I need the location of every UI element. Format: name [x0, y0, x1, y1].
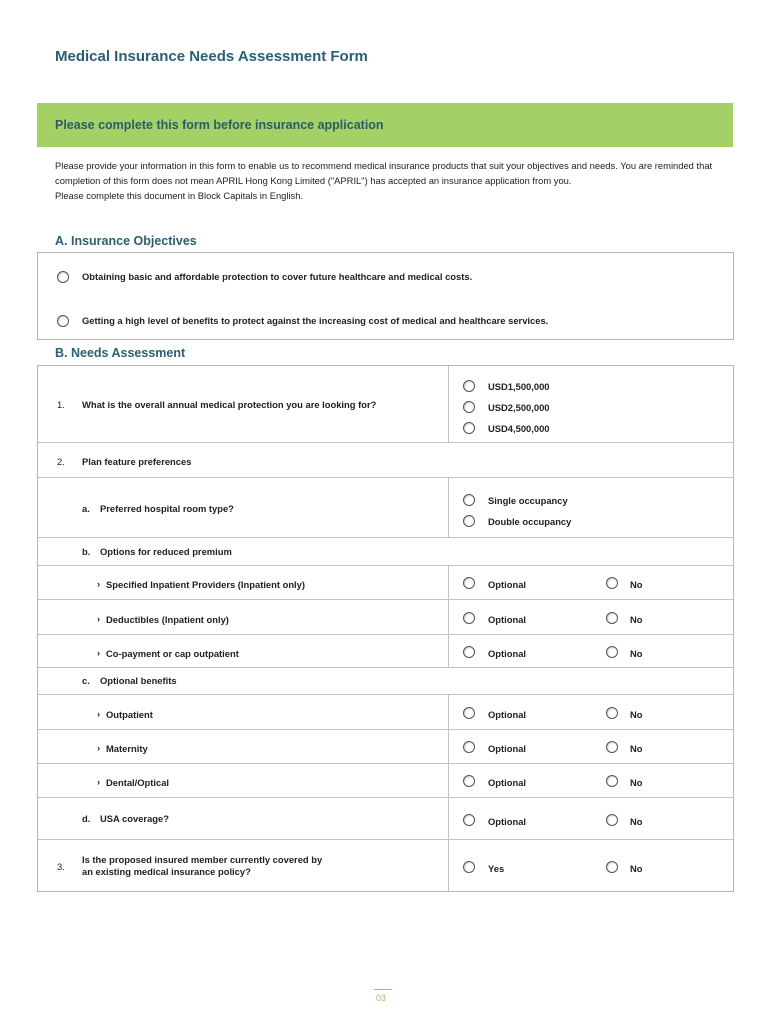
premium-1-optional-label: Optional [488, 579, 527, 590]
section-a-title: A. Insurance Objectives [55, 234, 197, 248]
question-2c-label: c. [82, 675, 90, 686]
question-3-text-line-1: Is the proposed insured member currently covered by [82, 854, 323, 865]
question-3-text-line-2: an existing medical insurance policy? [82, 866, 251, 877]
instruction-banner [37, 103, 733, 147]
banner-text: Please complete this form before insurance application [55, 118, 384, 132]
page-number: 03 [376, 993, 387, 1003]
premium-3-optional-label: Optional [488, 648, 527, 659]
protection-radio-1[interactable] [463, 380, 475, 392]
benefit-2-no-radio[interactable] [606, 741, 618, 753]
premium-1-optional-radio[interactable] [463, 577, 475, 589]
premium-3-no-label: No [630, 648, 643, 659]
question-2a-label: a. [82, 503, 90, 514]
benefit-1-no-label: No [630, 709, 643, 720]
row-divider [38, 839, 733, 840]
question-2a-text: Preferred hospital room type? [100, 503, 234, 514]
objective-radio-2[interactable] [57, 315, 69, 327]
row-divider [38, 599, 733, 600]
intro-paragraph-2: Please complete this document in Block Capitals in English. [55, 190, 304, 201]
question-1-text: What is the overall annual medical protection you are looking for? [82, 399, 377, 410]
question-2b-label: b. [82, 546, 91, 557]
bullet-icon: › [97, 647, 101, 658]
benefit-option-label-1: Outpatient [106, 709, 153, 720]
premium-2-no-radio[interactable] [606, 612, 618, 624]
premium-2-no-label: No [630, 614, 643, 625]
objective-option-1: Obtaining basic and affordable protection to cover future healthcare and medical costs. [82, 271, 473, 282]
objective-radio-1[interactable] [57, 271, 69, 283]
benefit-2-optional-radio[interactable] [463, 741, 475, 753]
row-divider [38, 729, 733, 730]
existing-policy-yes-radio[interactable] [463, 861, 475, 873]
protection-option-1: USD1,500,000 [488, 381, 550, 392]
question-2d-label: d. [82, 813, 91, 824]
benefit-1-optional-radio[interactable] [463, 707, 475, 719]
premium-option-label-3: Co-payment or cap outpatient [106, 648, 239, 659]
question-1-number: 1. [57, 399, 65, 410]
protection-option-3: USD4,500,000 [488, 423, 550, 434]
room-radio-double[interactable] [463, 515, 475, 527]
column-divider [448, 366, 449, 442]
bullet-icon: › [97, 708, 101, 719]
bullet-icon: › [97, 776, 101, 787]
premium-3-no-radio[interactable] [606, 646, 618, 658]
row-divider [38, 477, 733, 478]
premium-2-optional-label: Optional [488, 614, 527, 625]
question-2d-text: USA coverage? [100, 813, 169, 824]
benefit-1-no-radio[interactable] [606, 707, 618, 719]
page-number-rule [374, 989, 392, 990]
question-2-number: 2. [57, 456, 65, 467]
existing-policy-no-label: No [630, 863, 643, 874]
column-divider [448, 477, 449, 537]
room-option-single: Single occupancy [488, 495, 568, 506]
row-divider [38, 763, 733, 764]
protection-radio-3[interactable] [463, 422, 475, 434]
question-2-text: Plan feature preferences [82, 456, 192, 467]
row-divider [38, 565, 733, 566]
protection-radio-2[interactable] [463, 401, 475, 413]
usa-coverage-no-radio[interactable] [606, 814, 618, 826]
benefit-2-no-label: No [630, 743, 643, 754]
premium-1-no-radio[interactable] [606, 577, 618, 589]
usa-coverage-no-label: No [630, 816, 643, 827]
premium-2-optional-radio[interactable] [463, 612, 475, 624]
premium-option-label-1: Specified Inpatient Providers (Inpatient only) [106, 579, 305, 590]
row-divider [38, 537, 733, 538]
premium-option-label-2: Deductibles (Inpatient only) [106, 614, 229, 625]
existing-policy-no-radio[interactable] [606, 861, 618, 873]
column-divider [448, 694, 449, 891]
row-divider [38, 442, 733, 443]
room-option-double: Double occupancy [488, 516, 572, 527]
objective-option-2: Getting a high level of benefits to protect against the increasing cost of medical and healthcare services. [82, 315, 549, 326]
premium-1-no-label: No [630, 579, 643, 590]
benefit-2-optional-label: Optional [488, 743, 527, 754]
column-divider [448, 565, 449, 667]
room-radio-single[interactable] [463, 494, 475, 506]
usa-coverage-optional-label: Optional [488, 816, 527, 827]
existing-policy-yes-label: Yes [488, 863, 505, 874]
usa-coverage-optional-radio[interactable] [463, 814, 475, 826]
benefit-3-optional-label: Optional [488, 777, 527, 788]
question-3-number: 3. [57, 861, 65, 872]
intro-text [55, 159, 725, 204]
section-b-title: B. Needs Assessment [55, 346, 186, 360]
row-divider [38, 694, 733, 695]
row-divider [38, 634, 733, 635]
row-divider [38, 667, 733, 668]
question-2b-text: Options for reduced premium [100, 546, 232, 557]
benefit-option-label-3: Dental/Optical [106, 777, 170, 788]
benefit-3-no-label: No [630, 777, 643, 788]
bullet-icon: › [97, 613, 101, 624]
protection-option-2: USD2,500,000 [488, 402, 550, 413]
section-a-box [37, 252, 734, 340]
intro-paragraph-1: Please provide your information in this form to enable us to recommend medical insurance products that suit your objectives and needs. You are reminded that completion of this form does not mean APRIL Hong Kong Limited ("APRIL") has accepted an insurance application from you. [55, 160, 713, 186]
premium-3-optional-radio[interactable] [463, 646, 475, 658]
row-divider [38, 797, 733, 798]
benefit-1-optional-label: Optional [488, 709, 527, 720]
page-title: Medical Insurance Needs Assessment Form [55, 48, 368, 65]
bullet-icon: › [97, 742, 101, 753]
benefit-option-label-2: Maternity [106, 743, 148, 754]
benefit-3-no-radio[interactable] [606, 775, 618, 787]
bullet-icon: › [97, 578, 101, 589]
question-2c-text: Optional benefits [100, 675, 177, 686]
benefit-3-optional-radio[interactable] [463, 775, 475, 787]
